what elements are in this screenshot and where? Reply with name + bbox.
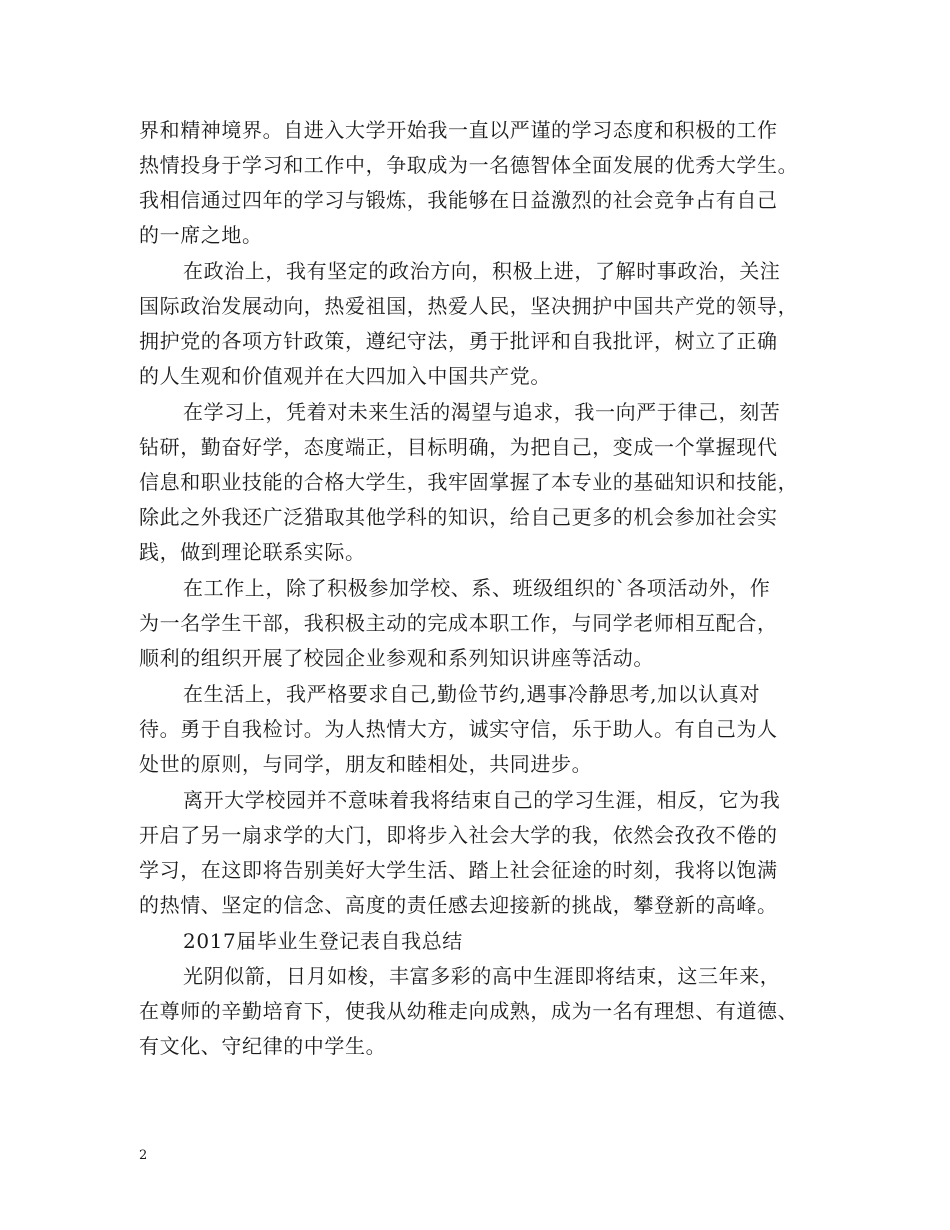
text-line: 的热情、坚定的信念、高度的责任感去迎接新的挑战，攀登新的高峰。 <box>139 893 778 917</box>
text-line: 在尊师的辛勤培育下，使我从幼稚走向成熟，成为一名有理想、有道德、 <box>139 999 799 1023</box>
text-line: 待。勇于自我检讨。为人热情大方，诚实守信，乐于助人。有自己为人 <box>139 717 778 741</box>
text-line: 顺利的组织开展了校园企业参观和系列知识讲座等活动。 <box>139 646 654 670</box>
paragraph-start-work: 在工作上，除了积极参加学校、系、班级组织的`各项活动外，作 <box>183 576 771 600</box>
text-line: 热情投身于学习和工作中，争取成为一名德智体全面发展的优秀大学生。 <box>139 153 799 177</box>
text-line: 开启了另一扇求学的大门，即将步入社会大学的我，依然会孜孜不倦的 <box>139 823 778 847</box>
paragraph-start-farewell: 离开大学校园并不意味着我将结束自己的学习生涯，相反，它为我 <box>183 788 781 812</box>
text-line: 界和精神境界。自进入大学开始我一直以严谨的学习态度和积极的工作 <box>139 118 778 142</box>
text-line: 的一席之地。 <box>139 223 263 247</box>
text-line: 除此之外我还广泛猎取其他学科的知识，给自己更多的机会参加社会实 <box>139 505 778 529</box>
text-line: 践，做到理论联系实际。 <box>139 540 366 564</box>
page-number: 2 <box>139 1148 148 1163</box>
paragraph-start-summary: 光阴似箭，日月如梭，丰富多彩的高中生涯即将结束，这三年来， <box>183 964 781 988</box>
text-line: 拥护党的各项方针政策，遵纪守法，勇于批评和自我批评，树立了正确 <box>139 329 778 353</box>
text-line: 钻研，勤奋好学，态度端正，目标明确，为把自己，变成一个掌握现代 <box>139 435 778 459</box>
paragraph-start-study: 在学习上，凭着对未来生活的渴望与追求，我一向严于律己，刻苦 <box>183 400 781 424</box>
text-line: 我相信通过四年的学习与锻炼，我能够在日益激烈的社会竞争占有自己 <box>139 188 778 212</box>
text-line: 处世的原则，与同学，朋友和睦相处，共同进步。 <box>139 752 593 776</box>
paragraph-start-politics: 在政治上，我有坚定的政治方向，积极上进，了解时事政治，关注 <box>183 259 781 283</box>
section-heading: 2017届毕业生登记表自我总结 <box>183 929 463 953</box>
text-line: 国际政治发展动向，热爱祖国，热爱人民，坚决拥护中国共产党的领导， <box>139 294 799 318</box>
text-line: 有文化、守纪律的中学生。 <box>139 1034 387 1058</box>
paragraph-start-life: 在生活上，我严格要求自己,勤俭节约,遇事冷静思考,加以认真对 <box>183 682 761 706</box>
text-line: 学习，在这即将告别美好大学生活、踏上社会征途的时刻，我将以饱满 <box>139 858 778 882</box>
text-line: 为一名学生干部，我积极主动的完成本职工作，与同学老师相互配合， <box>139 611 778 635</box>
text-line: 信息和职业技能的合格大学生，我牢固掌握了本专业的基础知识和技能， <box>139 470 799 494</box>
text-line: 的人生观和价值观并在大四加入中国共产党。 <box>139 364 551 388</box>
